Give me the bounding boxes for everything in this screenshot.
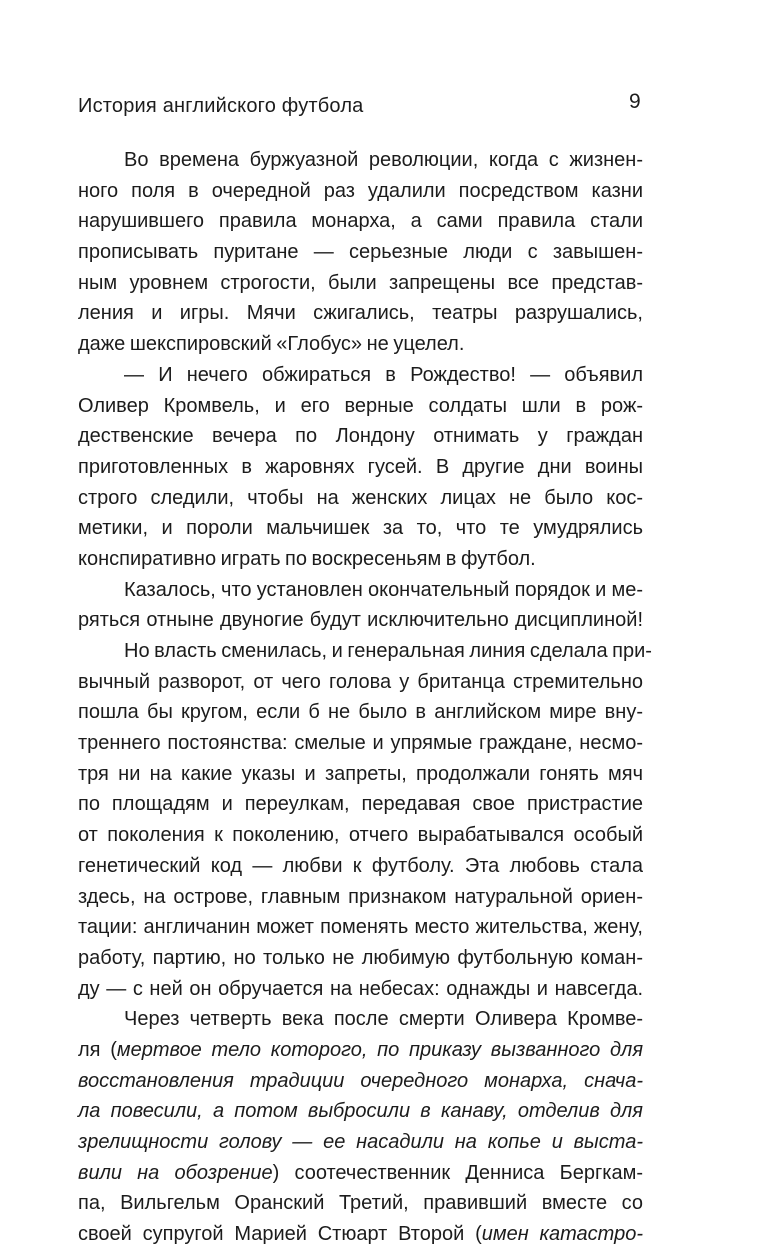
text-line: [78, 544, 643, 575]
text-line: [78, 759, 643, 790]
text-line: [78, 851, 643, 882]
text-line: [78, 1219, 643, 1250]
text-line: [78, 329, 643, 360]
text-run: ления и игры. Мячи сжигались, театры разрушались,: [78, 302, 643, 325]
text-line: [78, 268, 643, 299]
text-run: метики, и пороли мальчишек за то, что те умудрялись: [78, 517, 643, 540]
text-line: [78, 1158, 643, 1189]
text-run: ду — с ней он обручается на небесах: однажды и навсегда.: [78, 977, 643, 1000]
text-run: работу, партию, но только не любимую футбольную коман-: [78, 946, 643, 969]
text-run: своей супругой Марией Стюарт Второй (: [78, 1223, 482, 1246]
text-run: ного поля в очередной раз удалили посредством казни: [78, 179, 643, 202]
text-line: [78, 1096, 643, 1127]
text-line: [78, 176, 643, 207]
text-line: [78, 575, 643, 606]
text-line: [78, 728, 643, 759]
text-run: дественские вечера по Лондону отнимать у граждан: [78, 425, 643, 448]
text-line: [78, 237, 643, 268]
text-line: [78, 636, 652, 667]
text-run: ряться отныне двуногие будут исключительно дисциплиной!: [78, 609, 643, 632]
text-run: здесь, на острове, главным признаком натуральной ориен-: [78, 885, 643, 908]
text-line: [78, 1188, 643, 1219]
text-line: [78, 974, 643, 1005]
text-line: [78, 145, 643, 176]
text-run: тации: англичанин может поменять место жительства, жену,: [78, 916, 643, 939]
text-line: [78, 1004, 643, 1035]
text-line: [78, 1035, 643, 1066]
italic-text-run: вили на обозрение: [78, 1161, 273, 1184]
text-run: нарушившего правила монарха, а сами правила стали: [78, 210, 643, 233]
text-line: [78, 391, 643, 422]
italic-text-run: зрелищности голову — ее насадили на копье и выста-: [78, 1131, 643, 1153]
italic-text-run: имен катастро-: [481, 1223, 643, 1246]
text-line: [78, 1066, 643, 1097]
italic-text-run: мертвое тело которого, по приказу вызванного для: [116, 1038, 644, 1061]
text-line: [78, 206, 643, 237]
text-run: Через четверть века после смерти Оливера Кромве-: [124, 1008, 643, 1031]
text-line: [78, 789, 643, 820]
text-run: по площадям и переулкам, передавая свое пристрастие: [78, 793, 643, 816]
running-title: История английского футбола: [78, 95, 364, 117]
text-run: треннего постоянства: смелые и упрямые граждане, несмо-: [78, 732, 643, 755]
text-run: пошла бы кругом, если б не было в английском мире вну-: [78, 701, 643, 724]
page-number: 9: [629, 90, 641, 113]
text-run: Оливер Кромвель, и его верные солдаты шли в рож-: [78, 394, 643, 417]
text-line: [78, 697, 643, 728]
text-line: [78, 882, 643, 913]
text-line: [78, 298, 643, 329]
text-line: [78, 820, 643, 851]
text-line: [78, 912, 643, 943]
text-run: строго следили, чтобы на женских лицах не было кос-: [78, 486, 643, 509]
text-line: [78, 667, 643, 698]
text-line: [78, 605, 643, 636]
text-line: [78, 421, 643, 452]
text-run: даже шекспировский «Глобус» не уцелел.: [78, 333, 465, 356]
text-run: от поколения к поколению, отчего вырабатывался особый: [78, 824, 643, 847]
text-run: ля (: [78, 1038, 117, 1061]
text-run: ным уровнем строгости, были запрещены все представ-: [78, 271, 643, 294]
text-run: генетический код — любви к футболу. Эта любовь стала: [78, 854, 643, 877]
italic-text-run: восстановления традиции очередного монарха, снача-: [78, 1069, 643, 1092]
text-line: [78, 483, 643, 514]
text-run: конспиративно играть по воскресеньям в футбол.: [78, 547, 536, 570]
text-run: па, Вильгельм Оранский Третий, правивший вместе со: [78, 1192, 643, 1215]
text-run: вычный разворот, от чего голова у британца стремительно: [78, 670, 643, 693]
text-run: тря ни на какие указы и запреты, продолжали гонять мяч: [78, 762, 643, 785]
text-line: [78, 452, 643, 483]
body-text: [78, 145, 652, 1250]
text-line: [78, 943, 643, 974]
text-run: Во времена буржуазной революции, когда с жизнен-: [124, 149, 643, 171]
text-run: Казалось, что установлен окончательный порядок и ме-: [124, 578, 643, 601]
text-run: — И нечего обжираться в Рождество! — объявил: [124, 363, 643, 386]
text-line: [78, 360, 643, 391]
text-run: прописывать пуритане — серьезные люди с завышен-: [78, 241, 643, 264]
text-line: [78, 1127, 643, 1158]
text-run: ) соотечественник Денниса Бергкам-: [272, 1161, 643, 1184]
text-run: Но власть сменилась, и генеральная линия сделала при-: [124, 640, 652, 662]
text-line: [78, 513, 643, 544]
italic-text-run: ла повесили, а потом выбросили в канаву, отделив для: [78, 1100, 643, 1123]
text-run: приготовленных в жаровнях гусей. В другие дни воины: [78, 455, 643, 478]
